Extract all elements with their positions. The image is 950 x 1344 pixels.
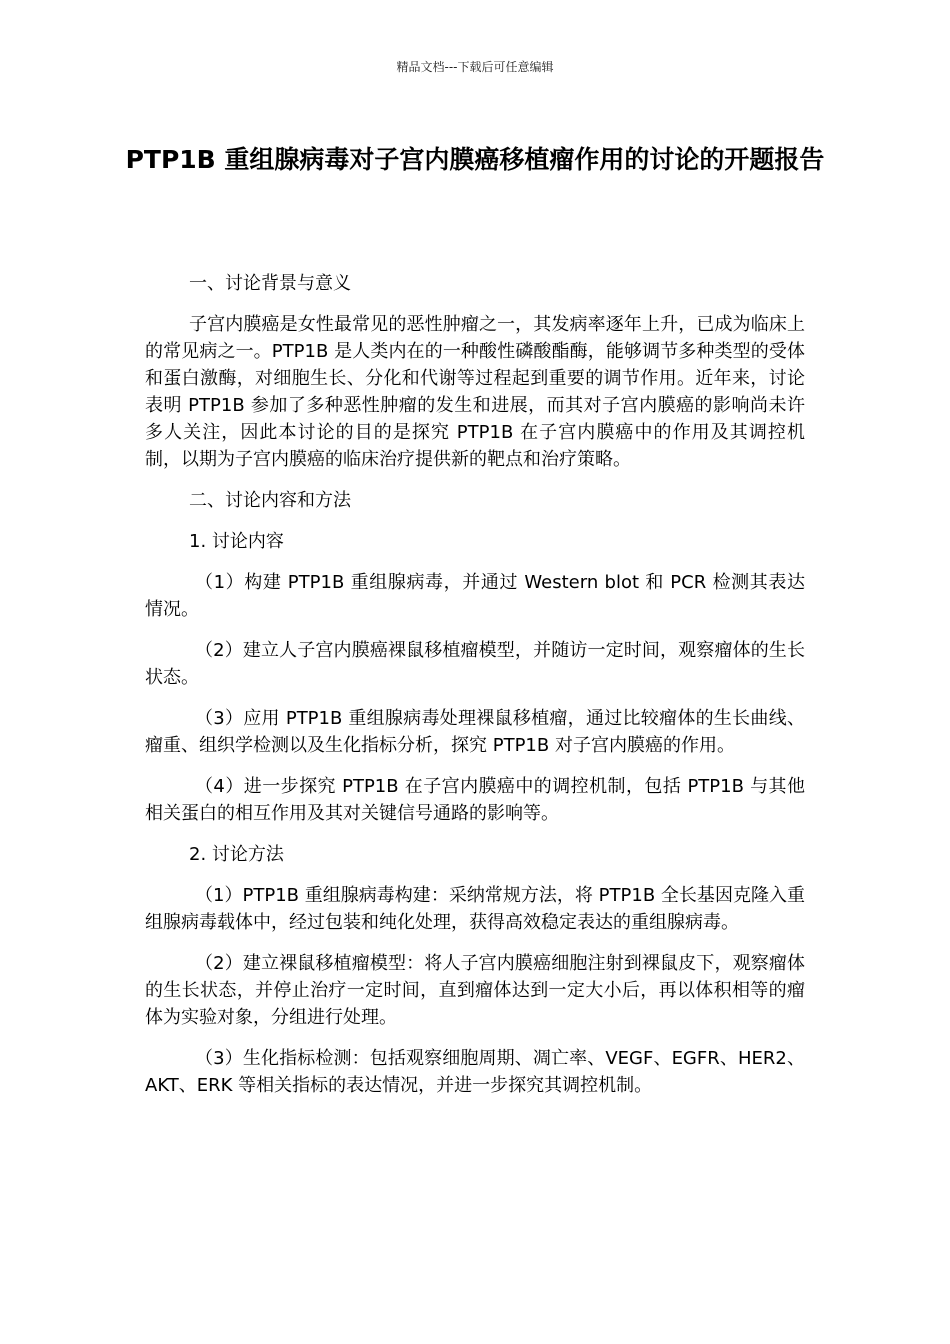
content-item-4: （4）进一步探究 PTP1B 在子宫内膜癌中的调控机制，包括 PTP1B 与其他相关蛋白的相互作用及其对关键信号通路的影响等。 <box>145 776 805 824</box>
content-item-3: （3）应用 PTP1B 重组腺病毒处理裸鼠移植瘤，通过比较瘤体的生长曲线、瘤重、组织学检测以及生化指标分析，探究 PTP1B 对子宫内膜癌的作用。 <box>145 708 805 756</box>
section2-heading: 二、讨论内容和方法 <box>189 490 351 511</box>
method-item-3: （3）生化指标检测：包括观察细胞周期、凋亡率、VEGF、EGFR、HER2、AKT、ERK 等相关指标的表达情况，并进一步探究其调控机制。 <box>145 1048 805 1096</box>
section1-paragraph: 子宫内膜癌是女性最常见的恶性肿瘤之一，其发病率逐年上升，已成为临床上的常见病之一。PTP1B 是人类内在的一种酸性磷酸酯酶，能够调节多种类型的受体和蛋白激酶，对细胞生长、分化和代谢等过程起到重要的调节作用。近年来，讨论表明 PTP1B 参加了多种恶性肿瘤的发生和进展，而其对子宫内膜癌的影响尚未许多人关注，因此本讨论的目的是探究 PTP1B 在子宫内膜癌中的作用及其调控机制，以期为子宫内膜癌的临床治疗提供新的靶点和治疗策略。 <box>145 314 805 470</box>
section1-heading: 一、讨论背景与意义 <box>189 273 351 294</box>
content-subheading: 1. 讨论内容 <box>189 531 284 552</box>
content-item-1: （1）构建 PTP1B 重组腺病毒，并通过 Western blot 和 PCR 检测其表达情况。 <box>145 572 805 620</box>
header-note: 精品文档---下载后可任意编辑 <box>396 60 554 74</box>
document-title: PTP1B 重组腺病毒对子宫内膜癌移植瘤作用的讨论的开题报告 <box>125 145 825 174</box>
content-item-2: （2）建立人子宫内膜癌裸鼠移植瘤模型，并随访一定时间，观察瘤体的生长状态。 <box>145 640 805 688</box>
method-item-2: （2）建立裸鼠移植瘤模型：将人子宫内膜癌细胞注射到裸鼠皮下，观察瘤体的生长状态，并停止治疗一定时间，直到瘤体达到一定大小后，再以体积相等的瘤体为实验对象，分组进行处理。 <box>145 953 805 1028</box>
method-item-1: （1）PTP1B 重组腺病毒构建：采纳常规方法，将 PTP1B 全长基因克隆入重组腺病毒载体中，经过包装和纯化处理，获得高效稳定表达的重组腺病毒。 <box>145 885 805 933</box>
methods-subheading: 2. 讨论方法 <box>189 844 284 865</box>
document-body <box>145 270 805 1113</box>
